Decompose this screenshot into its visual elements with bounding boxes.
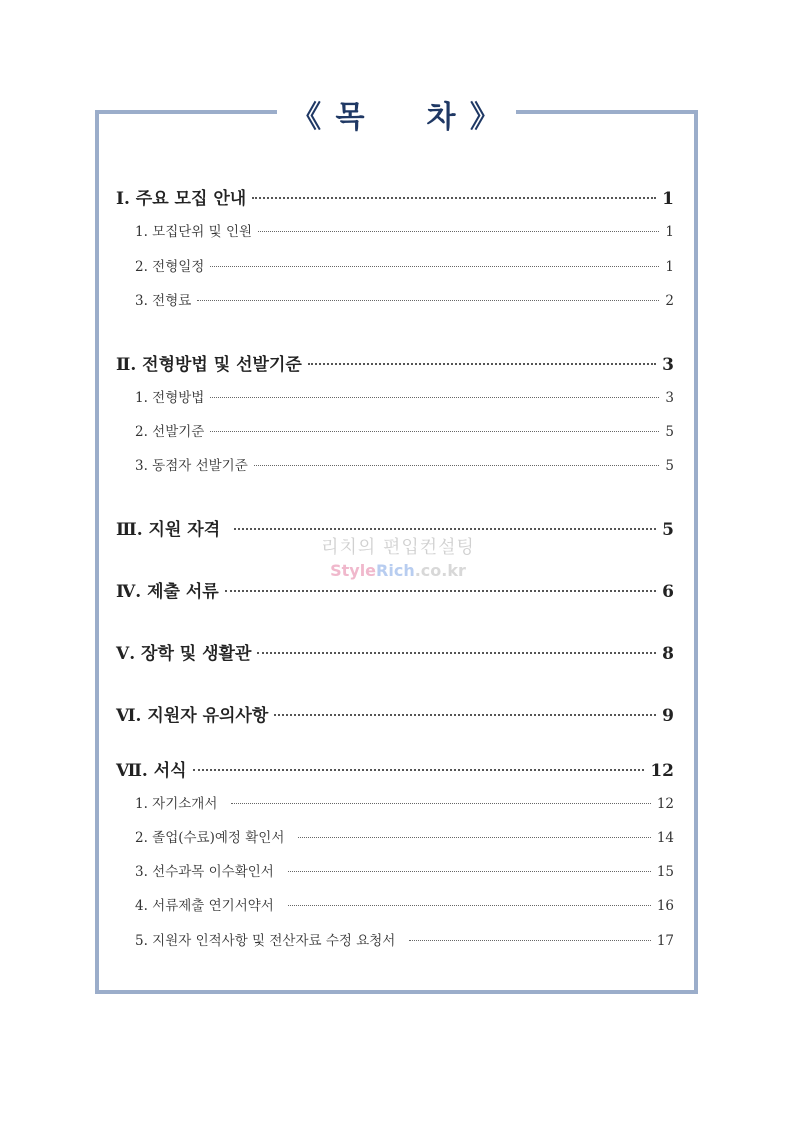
leader-dots [258,231,659,232]
toc-section-6[interactable] [116,701,674,726]
toc-item-7-3[interactable] [135,860,674,880]
item-page: 14 [656,830,674,846]
item-page: 12 [656,796,674,812]
toc-item-1-1[interactable] [135,220,674,240]
leader-dots [308,363,656,365]
toc-item-2-1[interactable] [135,386,674,406]
section-page: 5 [662,520,674,540]
item-label: 2. 전형일정 [135,259,205,275]
toc-item-1-3[interactable] [135,289,674,309]
section-label: Ⅵ. 지원자 유의사항 [116,706,269,726]
section-label: Ⅳ. 제출 서류 [116,582,219,602]
section-page: 9 [662,706,674,726]
section-page: 8 [662,644,674,664]
item-label: 3. 선수과목 이수확인서 [135,864,274,880]
item-page: 3 [665,390,674,406]
leader-dots [210,266,659,267]
toc-item-1-2[interactable] [135,255,674,275]
section-label: Ⅴ. 장학 및 생활관 [116,644,252,664]
toc-section-2[interactable] [116,350,674,375]
item-page: 5 [665,458,674,474]
leader-dots [274,714,656,716]
leader-dots [210,397,659,398]
item-page: 2 [665,293,674,309]
leader-dots [254,465,660,466]
item-page: 16 [656,898,674,914]
toc-section-7[interactable] [116,756,674,781]
watermark-line1: 리치의 편입컨설팅 [321,537,475,558]
leader-dots [231,803,650,804]
toc-section-1[interactable] [116,184,674,209]
item-label: 1. 자기소개서 [135,796,218,812]
watermark-url: StyleRich.co.kr [330,561,466,580]
toc-item-2-2[interactable] [135,420,674,440]
section-page: 12 [650,761,674,781]
leader-dots [225,590,656,592]
section-label: Ⅰ. 주요 모집 안내 [116,189,247,209]
leader-dots [298,837,650,838]
section-label: Ⅶ. 서식 [116,761,187,781]
section-page: 6 [662,582,674,602]
toc-item-7-2[interactable] [135,826,674,846]
section-label: Ⅲ. 지원 자격 [116,520,221,540]
leader-dots [288,871,651,872]
leader-dots [288,905,651,906]
title-open: 《 목 [291,100,367,135]
item-label: 4. 서류제출 연기서약서 [135,898,274,914]
toc-item-7-4[interactable] [135,894,674,914]
leader-dots [210,431,659,432]
toc-item-2-3[interactable] [135,454,674,474]
leader-dots [193,769,645,771]
item-page: 15 [656,864,674,880]
leader-dots [257,652,656,654]
section-page: 1 [662,189,674,209]
item-page: 1 [665,259,674,275]
toc-item-7-1[interactable] [135,792,674,812]
item-page: 1 [665,224,674,240]
section-label: Ⅱ. 전형방법 및 선발기준 [116,355,302,375]
section-page: 3 [662,355,674,375]
leader-dots [252,197,656,199]
toc-title [0,92,793,136]
toc-item-7-5[interactable] [135,929,674,949]
item-label: 1. 전형방법 [135,390,205,406]
item-page: 17 [656,933,674,949]
item-page: 5 [665,424,674,440]
leader-dots [234,528,656,530]
item-label: 5. 지원자 인적사항 및 전산자료 수정 요청서 [135,933,396,949]
watermark [318,533,478,580]
toc-section-5[interactable] [116,639,674,664]
item-label: 2. 졸업(수료)예정 확인서 [135,830,285,846]
leader-dots [409,940,650,941]
leader-dots [197,300,659,301]
item-label: 1. 모집단위 및 인원 [135,224,253,240]
toc-section-4[interactable] [116,577,674,602]
item-label: 3. 동점자 선발기준 [135,458,248,474]
item-label: 3. 전형료 [135,293,192,309]
item-label: 2. 선발기준 [135,424,205,440]
title-close: 차 》 [426,100,502,135]
